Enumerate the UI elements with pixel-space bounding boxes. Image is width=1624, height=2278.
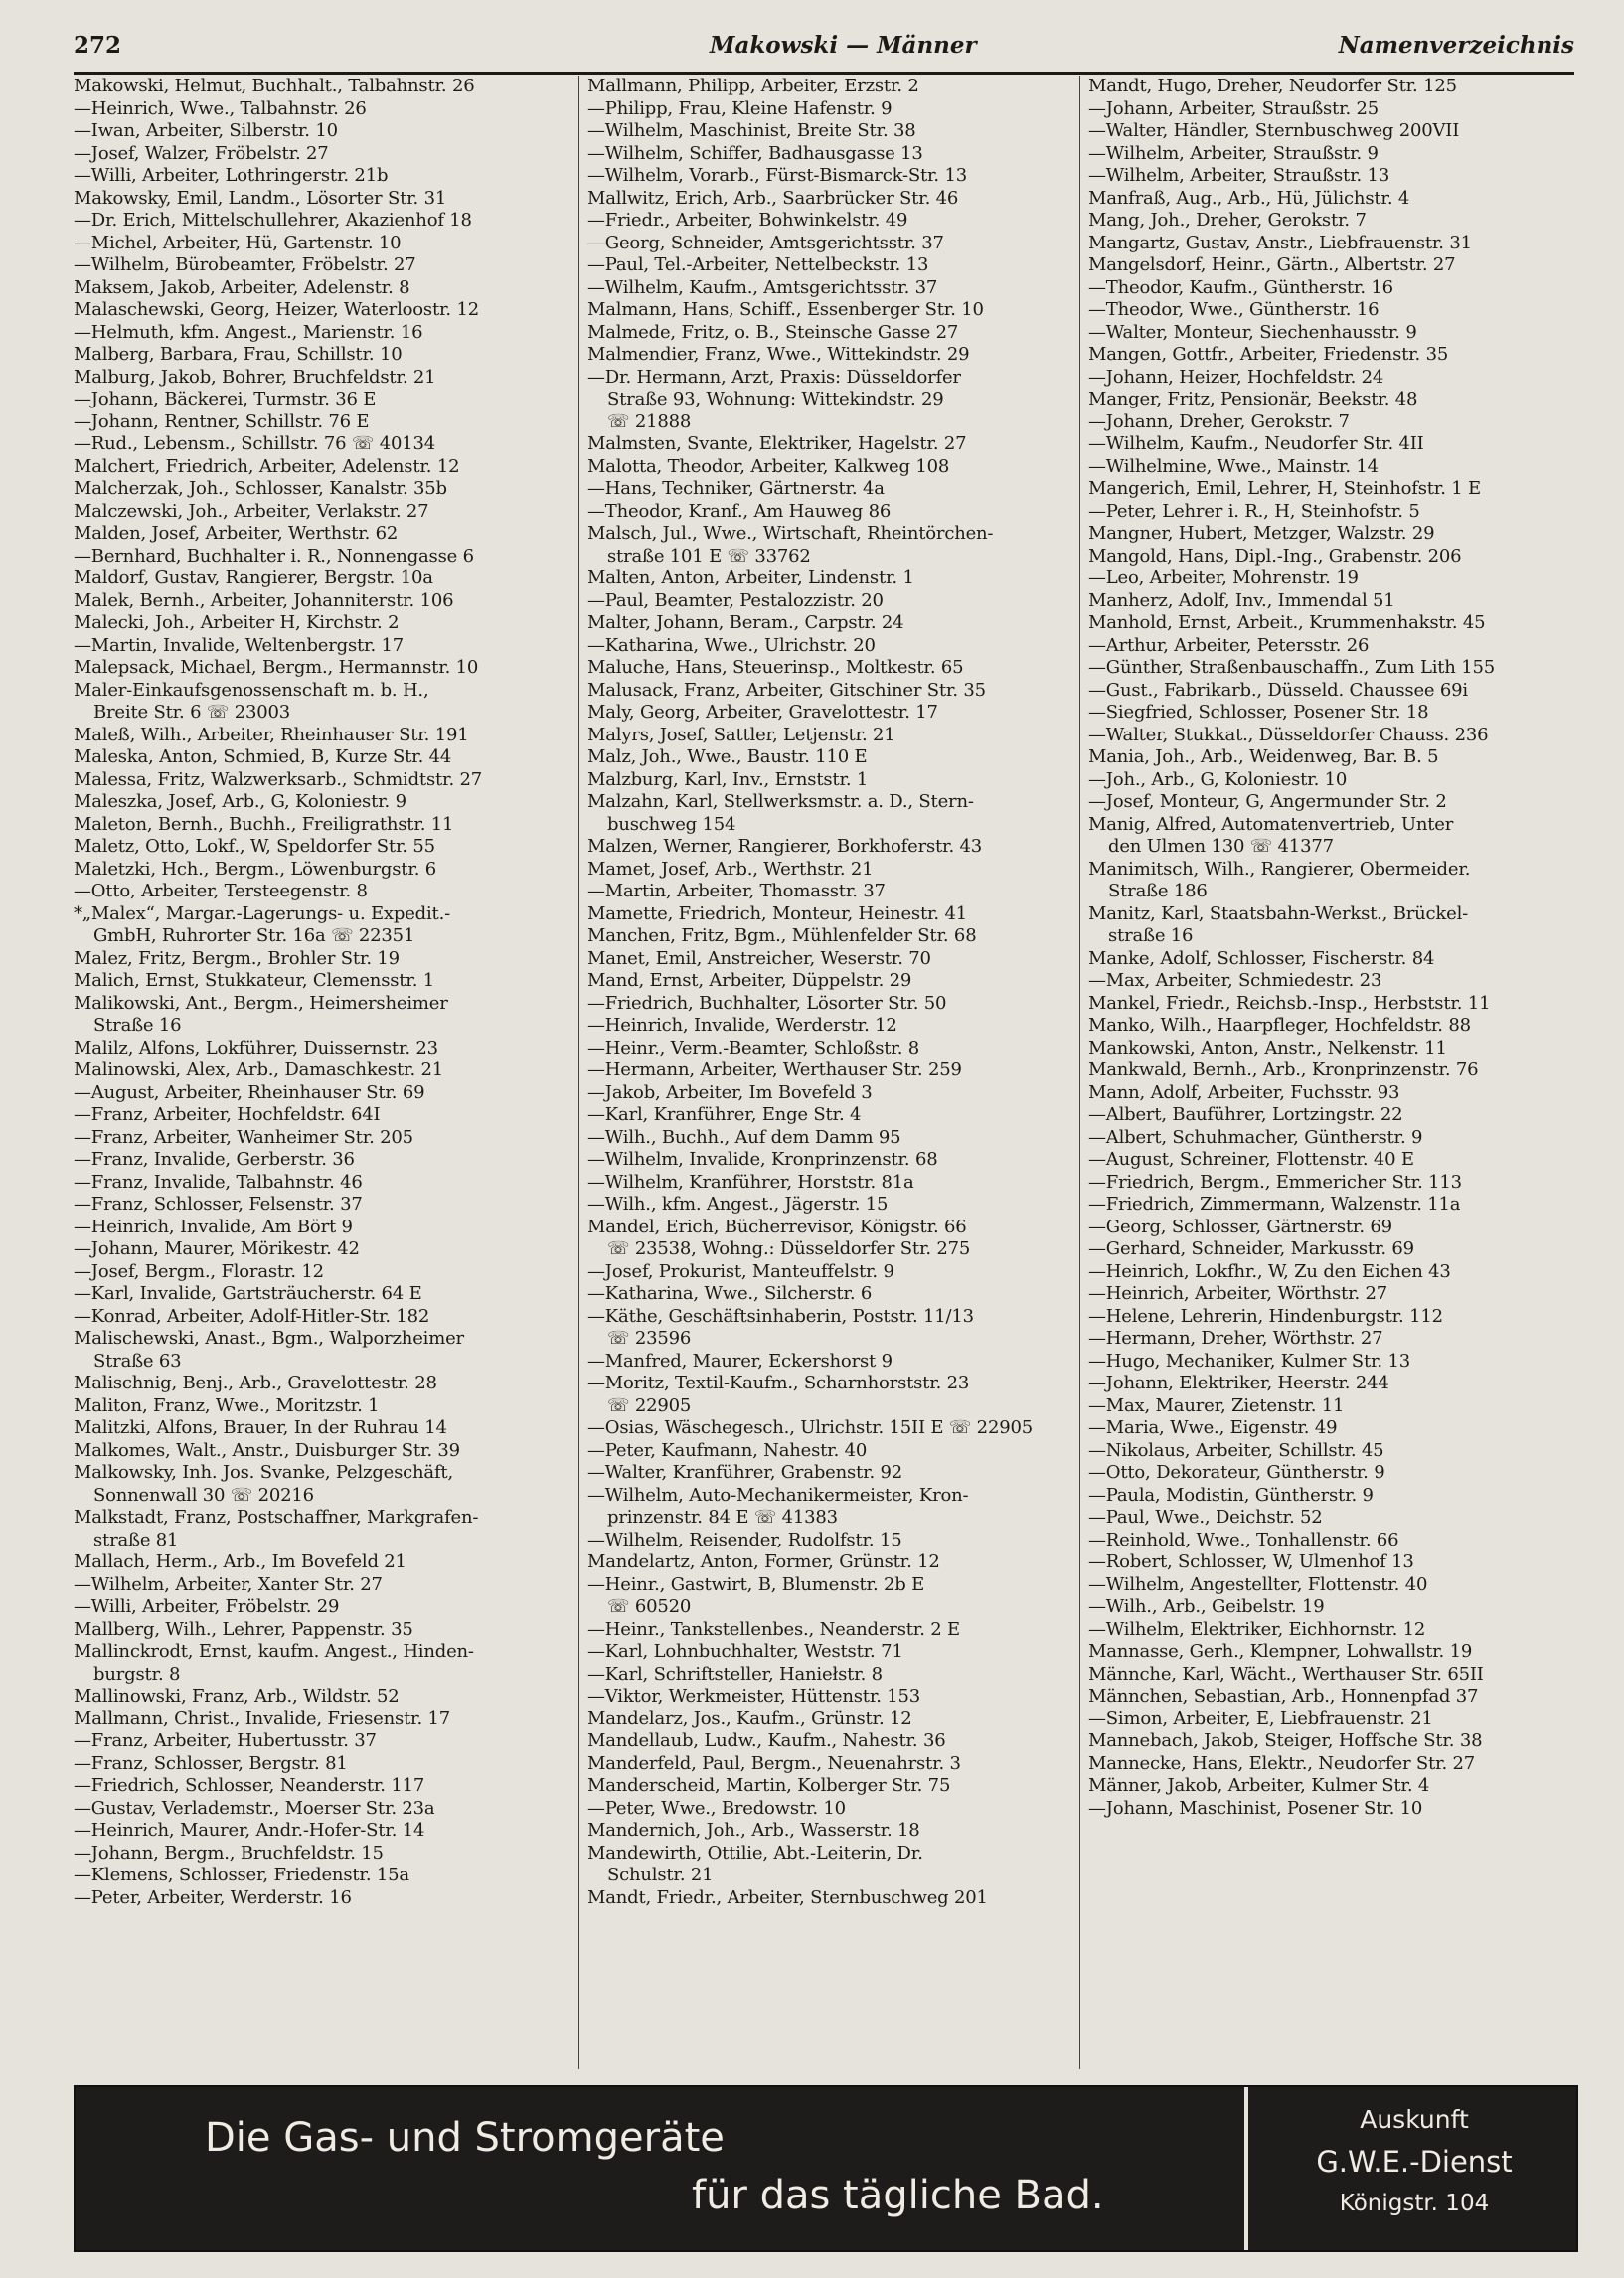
directory-entry: —Rud., Lebensm., Schillstr. 76 ☏ 40134	[74, 433, 436, 454]
directory-entry: Mandelarz, Jos., Kaufm., Grünstr. 12	[587, 1708, 912, 1729]
directory-entry: Malz, Joh., Wwe., Baustr. 110 E	[587, 746, 868, 767]
directory-entry: —Philipp, Frau, Kleine Hafenstr. 9	[587, 97, 893, 119]
directory-entry: Manimitsch, Wilh., Rangierer, Obermeider.	[1088, 858, 1471, 880]
directory-entry: —August, Schreiner, Flottenstr. 40 E	[1088, 1149, 1414, 1170]
directory-entry: Mamette, Friedrich, Monteur, Heinestr. 41	[587, 902, 967, 924]
page-header	[74, 28, 1574, 75]
directory-entry: straße 81	[93, 1529, 179, 1550]
directory-entry: —Theodor, Wwe., Güntherstr. 16	[1088, 299, 1380, 320]
directory-entry: Mallmann, Christ., Invalide, Friesenstr. 17	[74, 1708, 451, 1729]
directory-entry: Malzen, Werner, Rangierer, Borkhoferstr. 43	[587, 836, 983, 857]
directory-entry: —Walter, Stukkat., Düsseldorfer Chauss. 236	[1088, 724, 1489, 745]
directory-entry: Mangen, Gottfr., Arbeiter, Friedenstr. 35	[1088, 344, 1449, 365]
ad-slogan-line-1: Die Gas- und Stromgeräte	[205, 2115, 725, 2161]
directory-entry: —Josef, Bergm., Florastr. 12	[74, 1260, 324, 1282]
directory-entry: —Heinrich, Maurer, Andr.-Hofer-Str. 14	[74, 1820, 425, 1841]
directory-entry: Mang, Joh., Dreher, Gerokstr. 7	[1088, 210, 1367, 231]
directory-entry: Manfraß, Aug., Arb., Hü, Jülichstr. 4	[1088, 187, 1410, 209]
directory-entry: Malmendier, Franz, Wwe., Wittekindstr. 29	[587, 344, 970, 365]
directory-entry: prinzenstr. 84 E ☏ 41383	[607, 1507, 838, 1528]
directory-entry: —Moritz, Textil-Kaufm., Scharnhorststr. 23	[587, 1373, 970, 1393]
directory-entry: —Franz, Arbeiter, Wanheimer Str. 205	[74, 1126, 413, 1148]
directory-entry: Mannecke, Hans, Elektr., Neudorfer Str. 27	[1088, 1752, 1476, 1774]
directory-entry: —Johann, Maurer, Mörikestr. 42	[74, 1238, 360, 1259]
directory-entry: Malikowski, Ant., Bergm., Heimersheimer	[74, 992, 448, 1014]
directory-entry: Straße 16	[93, 1015, 182, 1036]
directory-entry: —Otto, Arbeiter, Tersteegenstr. 8	[74, 881, 368, 901]
directory-entry: Maly, Georg, Arbeiter, Gravelottestr. 17	[587, 702, 938, 723]
directory-entry: ☏ 21888	[607, 410, 692, 432]
directory-entry: Malepsack, Michael, Bergm., Hermannstr. 10	[74, 657, 479, 678]
directory-entry: —Bernhard, Buchhalter i. R., Nonnengasse 6	[74, 545, 474, 567]
directory-entry: —Michel, Arbeiter, Hü, Gartenstr. 10	[74, 232, 402, 253]
directory-entry: Malek, Bernh., Arbeiter, Johanniterstr. 106	[74, 589, 454, 611]
directory-entry: —Georg, Schlosser, Gärtnerstr. 69	[1088, 1216, 1392, 1237]
directory-entry: —Heinrich, Invalide, Werderstr. 12	[587, 1015, 897, 1036]
directory-entry: —Georg, Schneider, Amtsgerichtsstr. 37	[587, 232, 944, 253]
directory-entry: Mallwitz, Erich, Arb., Saarbrücker Str. 46	[587, 187, 959, 209]
directory-entry: Mangold, Hans, Dipl.-Ing., Grabenstr. 206	[1088, 545, 1462, 567]
directory-entry: —Hermann, Arbeiter, Werthauser Str. 259	[587, 1059, 962, 1080]
directory-entry: —Peter, Lehrer i. R., H, Steinhofstr. 5	[1088, 500, 1420, 522]
directory-entry: Maletzki, Hch., Bergm., Löwenburgstr. 6	[74, 858, 437, 880]
directory-entry: Malburg, Jakob, Bohrer, Bruchfeldstr. 21	[74, 366, 436, 388]
directory-entry: straße 16	[1108, 925, 1194, 946]
directory-entry: Mandt, Hugo, Dreher, Neudorfer Str. 125	[1088, 76, 1457, 96]
directory-entry: Breite Str. 6 ☏ 23003	[93, 702, 290, 723]
ad-info-address: Königstr. 104	[1339, 2191, 1490, 2216]
directory-entry: —Paul, Beamter, Pestalozzistr. 20	[587, 589, 884, 611]
directory-column-2	[578, 76, 1080, 2069]
directory-entry: —Iwan, Arbeiter, Silberstr. 10	[74, 120, 338, 141]
directory-entry: Straße 63	[93, 1350, 182, 1372]
ad-info-name: G.W.E.-Dienst	[1316, 2145, 1513, 2179]
directory-entry: Mandel, Erich, Bücherrevisor, Königstr. 66	[587, 1216, 967, 1237]
directory-entry: Mangner, Hubert, Metzger, Walzstr. 29	[1088, 523, 1435, 544]
directory-entry: den Ulmen 130 ☏ 41377	[1108, 836, 1334, 857]
directory-entry: Mallberg, Wilh., Lehrer, Pappenstr. 35	[74, 1618, 413, 1640]
directory-entry: —Albert, Schuhmacher, Güntherstr. 9	[1088, 1126, 1423, 1148]
directory-entry: Malkomes, Walt., Anstr., Duisburger Str. 39	[74, 1439, 460, 1461]
directory-entry: buschweg 154	[607, 813, 736, 835]
directory-entry: GmbH, Ruhrorter Str. 16a ☏ 22351	[93, 925, 415, 946]
directory-entry: Mallinowski, Franz, Arb., Wildstr. 52	[74, 1686, 400, 1707]
directory-entry: Malaschewski, Georg, Heizer, Waterloostr. 12	[74, 299, 479, 320]
directory-entry: —Willi, Arbeiter, Lothringerstr. 21b	[74, 165, 389, 186]
directory-entry: Malzburg, Karl, Inv., Ernststr. 1	[587, 768, 869, 790]
directory-entry: —Wilhelm, Kaufm., Amtsgerichtsstr. 37	[587, 276, 938, 298]
directory-entry: —Wilhelm, Vorarb., Fürst-Bismarck-Str. 13	[587, 165, 967, 186]
directory-entry: ☏ 22905	[607, 1394, 692, 1416]
ad-info-title: Auskunft	[1360, 2105, 1469, 2134]
ad-slogan	[76, 2087, 1238, 2250]
directory-entry: —Katharina, Wwe., Ulrichstr. 20	[587, 634, 876, 656]
directory-entry: —Karl, Kranführer, Enge Str. 4	[587, 1104, 862, 1125]
directory-entry: —Heinr., Gastwirt, B, Blumenstr. 2b E	[587, 1573, 925, 1595]
directory-entry: —Heinrich, Wwe., Talbahnstr. 26	[74, 97, 367, 119]
directory-entry: Mangartz, Gustav, Anstr., Liebfrauenstr. 31	[1088, 232, 1472, 253]
directory-entry: Mankwald, Bernh., Arb., Kronprinzenstr. 76	[1088, 1059, 1479, 1080]
directory-entry: —Wilhelm, Maschinist, Breite Str. 38	[587, 120, 916, 141]
directory-entry: —Franz, Arbeiter, Hochfeldstr. 64I	[74, 1104, 381, 1125]
directory-entry: Malich, Ernst, Stukkateur, Clemensstr. 1	[74, 970, 435, 991]
directory-entry: —Hans, Techniker, Gärtnerstr. 4a	[587, 478, 885, 499]
directory-entry: ☏ 23596	[607, 1328, 692, 1349]
directory-entry: Schulstr. 21	[607, 1865, 714, 1885]
directory-entry: —Käthe, Geschäftsinhaberin, Poststr. 11/13	[587, 1305, 974, 1327]
directory-entry: Malinowski, Alex, Arb., Damaschkestr. 21	[74, 1059, 444, 1080]
directory-column-1	[74, 76, 567, 2069]
directory-entry: burgstr. 8	[93, 1663, 181, 1685]
ad-info-box	[1252, 2087, 1576, 2250]
directory-entry: —Friedrich, Schlosser, Neanderstr. 117	[74, 1775, 425, 1796]
directory-entry: Malotta, Theodor, Arbeiter, Kalkweg 108	[587, 455, 950, 477]
directory-entry: Malecki, Joh., Arbeiter H, Kirchstr. 2	[74, 612, 400, 633]
directory-entry: Malyrs, Josef, Sattler, Letjenstr. 21	[587, 724, 895, 745]
directory-entry: —Robert, Schlosser, W, Ulmenhof 13	[1088, 1551, 1414, 1572]
name-range: Makowski — Männer	[710, 32, 977, 59]
directory-entry: —Peter, Wwe., Bredowstr. 10	[587, 1797, 846, 1819]
directory-entry: —Manfred, Maurer, Eckershorst 9	[587, 1350, 893, 1372]
directory-entry: Mankel, Friedr., Reichsb.-Insp., Herbststr. 11	[1088, 992, 1491, 1014]
directory-entry: —Heinrich, Invalide, Am Bört 9	[74, 1216, 353, 1237]
directory-entry: Manherz, Adolf, Inv., Immendal 51	[1088, 589, 1395, 611]
directory-entry: —Friedr., Arbeiter, Bohwinkelstr. 49	[587, 210, 908, 231]
directory-entry: —Wilhelm, Bürobeamter, Fröbelstr. 27	[74, 254, 416, 275]
directory-entry: —Walter, Kranführer, Grabenstr. 92	[587, 1462, 903, 1483]
directory-entry: Mangerich, Emil, Lehrer, H, Steinhofstr. 1 E	[1088, 478, 1481, 499]
directory-entry: Mandellaub, Ludw., Kaufm., Nahestr. 36	[587, 1730, 946, 1751]
directory-entry: —Leo, Arbeiter, Mohrenstr. 19	[1088, 568, 1359, 588]
directory-entry: —Willi, Arbeiter, Fröbelstr. 29	[74, 1596, 340, 1617]
directory-columns	[74, 76, 1574, 2069]
ad-divider	[1244, 2087, 1248, 2250]
directory-entry: —Johann, Bäckerei, Turmstr. 36 E	[74, 389, 377, 409]
directory-entry: —Albert, Bauführer, Lortzingstr. 22	[1088, 1104, 1403, 1125]
directory-entry: *„Malex“, Margar.-Lagerungs- u. Expedit.-	[74, 902, 450, 924]
directory-entry: —Franz, Invalide, Talbahnstr. 46	[74, 1171, 363, 1193]
directory-entry: —Josef, Prokurist, Manteuffelstr. 9	[587, 1260, 894, 1282]
directory-entry: Männche, Karl, Wächt., Werthauser Str. 65II	[1088, 1663, 1484, 1685]
directory-entry: —Wilhelm, Angestellter, Flottenstr. 40	[1088, 1573, 1428, 1595]
directory-entry: —August, Arbeiter, Rheinhauser Str. 69	[74, 1081, 425, 1103]
directory-entry: Malden, Josef, Arbeiter, Werthstr. 62	[74, 523, 399, 544]
directory-entry: —Arthur, Arbeiter, Petersstr. 26	[1088, 634, 1370, 656]
directory-entry: —Theodor, Kranf., Am Hauweg 86	[587, 500, 892, 522]
directory-entry: —Gust., Fabrikarb., Düsseld. Chaussee 69i	[1088, 679, 1468, 701]
directory-entry: Mann, Adolf, Arbeiter, Fuchsstr. 93	[1088, 1081, 1400, 1103]
directory-entry: Malilz, Alfons, Lokführer, Duissernstr. 23	[74, 1037, 438, 1058]
directory-entry: —Johann, Arbeiter, Straußstr. 25	[1088, 97, 1380, 119]
directory-entry: Mamet, Josef, Arb., Werthstr. 21	[587, 858, 874, 880]
directory-entry: Mankowski, Anton, Anstr., Nelkenstr. 11	[1088, 1037, 1447, 1058]
directory-entry: —Heinrich, Lokfhr., W, Zu den Eichen 43	[1088, 1260, 1451, 1282]
directory-entry: —Günther, Straßenbauschaffn., Zum Lith 155	[1088, 657, 1495, 678]
directory-entry: Manchen, Fritz, Bgm., Mühlenfelder Str. 68	[587, 925, 977, 946]
directory-entry: —Friedrich, Buchhalter, Lösorter Str. 50	[587, 992, 947, 1014]
directory-entry: —Siegfried, Schlosser, Posener Str. 18	[1088, 702, 1429, 723]
directory-entry: Manig, Alfred, Automatenvertrieb, Unter	[1088, 813, 1454, 835]
directory-entry: —Wilh., Buchh., Auf dem Damm 95	[587, 1126, 901, 1148]
directory-entry: Malter, Johann, Beram., Carpstr. 24	[587, 612, 904, 633]
directory-entry: Maldorf, Gustav, Rangierer, Bergstr. 10a	[74, 568, 433, 588]
directory-entry: —Max, Maurer, Zietenstr. 11	[1088, 1394, 1345, 1416]
directory-entry: —Johann, Rentner, Schillstr. 76 E	[74, 410, 370, 432]
directory-entry: Manderfeld, Paul, Bergm., Neuenahrstr. 3	[587, 1752, 961, 1774]
directory-entry: —Otto, Dekorateur, Güntherstr. 9	[1088, 1462, 1385, 1483]
directory-entry: —Maria, Wwe., Eigenstr. 49	[1088, 1417, 1338, 1438]
directory-entry: —Heinr., Tankstellenbes., Neanderstr. 2 E	[587, 1618, 960, 1640]
directory-entry: —Wilhelm, Invalide, Kronprinzenstr. 68	[587, 1149, 938, 1170]
directory-entry: Malischewski, Anast., Bgm., Walporzheimer	[74, 1328, 464, 1349]
directory-entry: —Franz, Schlosser, Felsenstr. 37	[74, 1194, 363, 1215]
directory-entry: Maletz, Otto, Lokf., W, Speldorfer Str. 55	[74, 836, 435, 857]
directory-entry: Maliton, Franz, Wwe., Moritzstr. 1	[74, 1394, 380, 1416]
directory-entry: Mangelsdorf, Heinr., Gärtn., Albertstr. 27	[1088, 254, 1456, 275]
directory-entry: straße 101 E ☏ 33762	[607, 545, 811, 567]
directory-entry: Malberg, Barbara, Frau, Schillstr. 10	[74, 344, 403, 365]
directory-entry: Manitz, Karl, Staatsbahn-Werkst., Brückel-	[1088, 902, 1469, 924]
directory-entry: Malzahn, Karl, Stellwerksmstr. a. D., Stern-	[587, 791, 974, 812]
directory-entry: —Wilh., kfm. Angest., Jägerstr. 15	[587, 1194, 889, 1215]
directory-entry: —Peter, Kaufmann, Nahestr. 40	[587, 1439, 868, 1461]
directory-entry: —Gustav, Verlademstr., Moerser Str. 23a	[74, 1797, 435, 1819]
directory-entry: Straße 186	[1108, 881, 1208, 901]
directory-entry: Malmede, Fritz, o. B., Steinsche Gasse 27	[587, 321, 959, 343]
directory-entry: Malchert, Friedrich, Arbeiter, Adelenstr. 12	[74, 455, 460, 477]
directory-entry: —Wilhelmine, Wwe., Mainstr. 14	[1088, 455, 1379, 477]
directory-entry: Malkowsky, Inh. Jos. Svanke, Pelzgeschäft,	[74, 1462, 453, 1483]
directory-entry: —Hermann, Dreher, Wörthstr. 27	[1088, 1328, 1383, 1349]
directory-entry: —Gerhard, Schneider, Markusstr. 69	[1088, 1238, 1414, 1259]
directory-entry: —Karl, Schriftsteller, Haniełstr. 8	[587, 1663, 883, 1685]
directory-entry: Mandewirth, Ottilie, Abt.-Leiterin, Dr.	[587, 1842, 923, 1864]
directory-entry: Mand, Ernst, Arbeiter, Düppelstr. 29	[587, 970, 912, 991]
directory-entry: —Walter, Händler, Sternbuschweg 200VII	[1088, 120, 1460, 141]
directory-entry: —Paul, Wwe., Deichstr. 52	[1088, 1507, 1323, 1528]
directory-entry: —Konrad, Arbeiter, Adolf-Hitler-Str. 182	[74, 1305, 430, 1327]
directory-entry: —Wilhelm, Kaufm., Neudorfer Str. 4II	[1088, 433, 1424, 454]
directory-entry: Malczewski, Joh., Arbeiter, Verlakstr. 27	[74, 500, 429, 522]
directory-entry: —Friedrich, Bergm., Emmericher Str. 113	[1088, 1171, 1462, 1193]
directory-entry: —Paula, Modistin, Güntherstr. 9	[1088, 1484, 1374, 1506]
directory-entry: —Wilhelm, Schiffer, Badhausgasse 13	[587, 142, 923, 164]
directory-entry: —Heinr., Verm.-Beamter, Schloßstr. 8	[587, 1037, 920, 1058]
directory-entry: —Heinrich, Arbeiter, Wörthstr. 27	[1088, 1283, 1388, 1304]
ad-slogan-line-2: für das tägliche Bad.	[692, 2173, 1104, 2218]
directory-entry: Mallmann, Philipp, Arbeiter, Erzstr. 2	[587, 76, 919, 96]
directory-entry: Maleton, Bernh., Buchh., Freiligrathstr. 11	[74, 813, 454, 835]
directory-entry: —Helene, Lehrerin, Hindenburgstr. 112	[1088, 1305, 1443, 1327]
directory-entry: Malitzki, Alfons, Brauer, In der Ruhrau 14	[74, 1417, 447, 1438]
directory-entry: —Dr. Erich, Mittelschullehrer, Akazienhof 18	[74, 210, 472, 231]
directory-entry: —Johann, Heizer, Hochfeldstr. 24	[1088, 366, 1384, 388]
directory-entry: Malischnig, Benj., Arb., Gravelottestr. 28	[74, 1373, 437, 1393]
directory-entry: —Reinhold, Wwe., Tonhallenstr. 66	[1088, 1529, 1399, 1550]
directory-entry: —Paul, Tel.-Arbeiter, Nettelbeckstr. 13	[587, 254, 929, 275]
directory-entry: Manet, Emil, Anstreicher, Weserstr. 70	[587, 947, 931, 969]
directory-entry: Maksem, Jakob, Arbeiter, Adelenstr. 8	[74, 276, 410, 298]
directory-entry: —Johann, Maschinist, Posener Str. 10	[1088, 1797, 1423, 1819]
directory-entry: —Joh., Arb., G, Koloniestr. 10	[1088, 768, 1348, 790]
directory-entry: —Josef, Walzer, Fröbelstr. 27	[74, 142, 329, 164]
directory-entry: —Wilhelm, Elektriker, Eichhornstr. 12	[1088, 1618, 1426, 1640]
directory-entry: —Walter, Monteur, Siechenhausstr. 9	[1088, 321, 1417, 343]
directory-entry: —Martin, Arbeiter, Thomasstr. 37	[587, 881, 886, 901]
directory-entry: —Peter, Arbeiter, Werderstr. 16	[74, 1886, 352, 1908]
directory-entry: —Josef, Monteur, G, Angermunder Str. 2	[1088, 791, 1447, 812]
directory-entry: Malcherzak, Joh., Schlosser, Kanalstr. 35b	[74, 478, 447, 499]
directory-entry: ☏ 23538, Wohng.: Düsseldorfer Str. 275	[607, 1238, 971, 1259]
directory-entry: ☏ 60520	[607, 1596, 692, 1617]
directory-entry: —Jakob, Arbeiter, Im Bovefeld 3	[587, 1081, 873, 1103]
directory-entry: Malez, Fritz, Bergm., Brohler Str. 19	[74, 947, 400, 969]
directory-entry: —Martin, Invalide, Weltenbergstr. 17	[74, 634, 404, 656]
directory-column-3	[1079, 76, 1583, 2069]
directory-entry: Männer, Jakob, Arbeiter, Kulmer Str. 4	[1088, 1775, 1430, 1796]
section-title: Namenverzeichnis	[1338, 32, 1574, 59]
directory-entry: Mania, Joh., Arb., Weidenweg, Bar. B. 5	[1088, 746, 1439, 767]
directory-entry: Maler-Einkaufsgenossenschaft m. b. H.,	[74, 679, 429, 701]
directory-entry: —Karl, Lohnbuchhalter, Weststr. 71	[587, 1641, 903, 1662]
directory-entry: —Wilhelm, Kranführer, Horststr. 81a	[587, 1171, 914, 1193]
directory-entry: —Helmuth, kfm. Angest., Marienstr. 16	[74, 321, 423, 343]
directory-entry: —Simon, Arbeiter, E, Liebfrauenstr. 21	[1088, 1708, 1433, 1729]
directory-entry: —Theodor, Kaufm., Güntherstr. 16	[1088, 276, 1393, 298]
directory-entry: —Wilhelm, Arbeiter, Straußstr. 9	[1088, 142, 1379, 164]
directory-entry: —Max, Arbeiter, Schmiedestr. 23	[1088, 970, 1382, 991]
directory-entry: —Wilhelm, Reisender, Rudolfstr. 15	[587, 1529, 902, 1550]
directory-entry: —Johann, Dreher, Gerokstr. 7	[1088, 410, 1350, 432]
directory-entry: —Wilh., Arb., Geibelstr. 19	[1088, 1596, 1325, 1617]
directory-entry: Malsch, Jul., Wwe., Wirtschaft, Rheintörchen-	[587, 523, 994, 544]
directory-entry: Manhold, Ernst, Arbeit., Krummenhakstr. 45	[1088, 612, 1486, 633]
directory-entry: Malusack, Franz, Arbeiter, Gitschiner Str. 35	[587, 679, 986, 701]
directory-entry: —Franz, Schlosser, Bergstr. 81	[74, 1752, 348, 1774]
directory-entry: Manderscheid, Martin, Kolberger Str. 75	[587, 1775, 951, 1796]
directory-entry: Maluche, Hans, Steuerinsp., Moltkestr. 65	[587, 657, 964, 678]
directory-entry: —Viktor, Werkmeister, Hüttenstr. 153	[587, 1686, 921, 1707]
directory-entry: Malkstadt, Franz, Postschaffner, Markgrafen-	[74, 1507, 479, 1528]
directory-entry: Maleß, Wilh., Arbeiter, Rheinhauser Str. 191	[74, 724, 469, 745]
directory-entry: —Hugo, Mechaniker, Kulmer Str. 13	[1088, 1350, 1410, 1372]
directory-entry: Manger, Fritz, Pensionär, Beekstr. 48	[1088, 389, 1418, 409]
directory-entry: Mandt, Friedr., Arbeiter, Sternbuschweg 201	[587, 1886, 988, 1908]
directory-entry: —Franz, Invalide, Gerberstr. 36	[74, 1149, 355, 1170]
directory-entry: Mannebach, Jakob, Steiger, Hoffsche Str. 38	[1088, 1730, 1483, 1751]
directory-entry: Mannasse, Gerh., Klempner, Lohwallstr. 19	[1088, 1641, 1473, 1662]
directory-entry: —Nikolaus, Arbeiter, Schillstr. 45	[1088, 1439, 1384, 1461]
directory-entry: —Katharina, Wwe., Silcherstr. 6	[587, 1283, 873, 1304]
directory-entry: —Karl, Invalide, Gartsträucherstr. 64 E	[74, 1283, 422, 1304]
directory-entry: Malten, Anton, Arbeiter, Lindenstr. 1	[587, 568, 914, 588]
directory-entry: —Wilhelm, Arbeiter, Straußstr. 13	[1088, 165, 1390, 186]
advertisement-banner	[74, 2085, 1578, 2252]
directory-entry: —Franz, Arbeiter, Hubertusstr. 37	[74, 1730, 377, 1751]
directory-entry: —Dr. Hermann, Arzt, Praxis: Düsseldorfer	[587, 366, 961, 388]
directory-entry: Männchen, Sebastian, Arb., Honnenpfad 37	[1088, 1686, 1479, 1707]
directory-entry: —Johann, Bergm., Bruchfeldstr. 15	[74, 1842, 384, 1864]
directory-entry: Manko, Wilh., Haarpfleger, Hochfeldstr. 88	[1088, 1015, 1471, 1036]
directory-entry: —Friedrich, Zimmermann, Walzenstr. 11a	[1088, 1194, 1461, 1215]
directory-entry: —Klemens, Schlosser, Friedenstr. 15a	[74, 1865, 409, 1885]
directory-entry: —Johann, Elektriker, Heerstr. 244	[1088, 1373, 1389, 1393]
directory-entry: Sonnenwall 30 ☏ 20216	[93, 1484, 314, 1506]
directory-entry: Malmann, Hans, Schiff., Essenberger Str. 10	[587, 299, 984, 320]
directory-entry: Straße 93, Wohnung: Wittekindstr. 29	[607, 389, 944, 409]
directory-entry: Mallach, Herm., Arb., Im Bovefeld 21	[74, 1551, 406, 1572]
directory-entry: Mallinckrodt, Ernst, kaufm. Angest., Hinden-	[74, 1641, 474, 1662]
directory-entry: —Wilhelm, Arbeiter, Xanter Str. 27	[74, 1573, 383, 1595]
directory-entry: Malmsten, Svante, Elektriker, Hagelstr. 27	[587, 433, 967, 454]
directory-entry: Malessa, Fritz, Walzwerksarb., Schmidtstr. 27	[74, 768, 483, 790]
directory-entry: —Wilhelm, Auto-Mechanikermeister, Kron-	[587, 1484, 969, 1506]
directory-entry: Mandernich, Joh., Arb., Wasserstr. 18	[587, 1820, 920, 1841]
directory-entry: Mandelartz, Anton, Former, Grünstr. 12	[587, 1551, 940, 1572]
directory-entry: Manke, Adolf, Schlosser, Fischerstr. 84	[1088, 947, 1435, 969]
directory-entry: Maleszka, Josef, Arb., G, Koloniestr. 9	[74, 791, 406, 812]
page-number: 272	[74, 32, 122, 59]
directory-entry: Makowsky, Emil, Landm., Lösorter Str. 31	[74, 187, 447, 209]
directory-entry: Makowski, Helmut, Buchhalt., Talbahnstr. 26	[74, 76, 475, 96]
directory-entry: Maleska, Anton, Schmied, B, Kurze Str. 44	[74, 746, 452, 767]
directory-entry: —Osias, Wäschegesch., Ulrichstr. 15II E ☏ 22905	[587, 1417, 1033, 1438]
